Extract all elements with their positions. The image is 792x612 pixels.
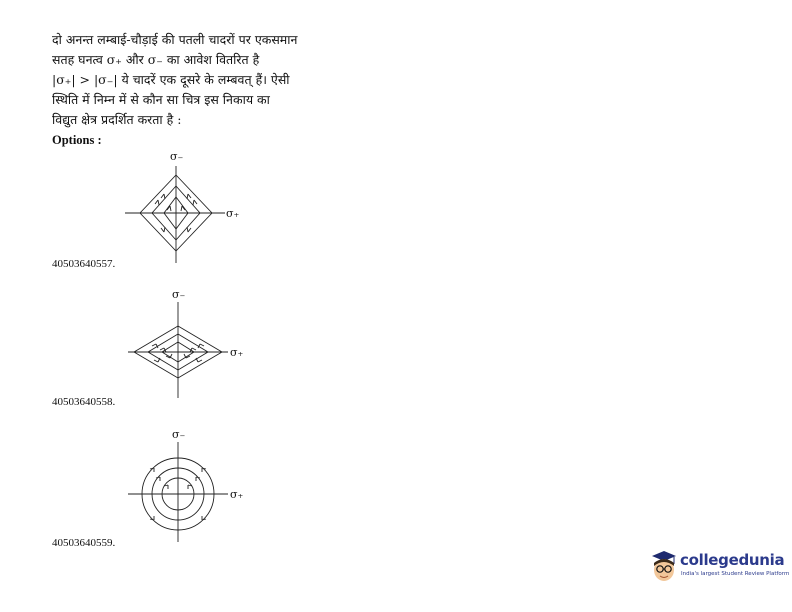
vertical-axis-label: σ₋ <box>170 150 184 163</box>
option-2-id[interactable]: 40503640558. <box>52 396 116 408</box>
question-line: |σ₊| > |σ₋| ये चादरें एक दूसरे के लम्बवत् हैं। ऐसी <box>52 72 290 87</box>
vertical-axis-label: σ₋ <box>172 428 186 441</box>
question-line: सतह घनत्व σ₊ और σ₋ का आवेश वितरित है <box>52 52 260 67</box>
horizontal-axis-label: σ₊ <box>230 346 244 359</box>
collegedunia-logo[interactable] <box>648 548 788 588</box>
option-1-figure[interactable] <box>120 148 260 266</box>
option-3-figure[interactable] <box>120 425 260 543</box>
question-line: विद्युत क्षेत्र प्रदर्शित करता है : <box>52 112 182 127</box>
question-text <box>52 30 300 130</box>
horizontal-axis-label: σ₊ <box>230 488 244 501</box>
question-line: स्थिति में निम्न में से कौन सा चित्र इस निकाय का <box>52 92 270 107</box>
options-label: Options : <box>52 133 102 147</box>
vertical-axis-label: σ₋ <box>172 288 186 301</box>
brand-tagline: India's largest Student Review Platform <box>681 571 790 577</box>
option-1-id[interactable]: 40503640557. <box>52 258 116 270</box>
option-3-id[interactable]: 40503640559. <box>52 537 116 549</box>
horizontal-axis-label: σ₊ <box>226 207 240 220</box>
brand-name: collegedunia <box>680 551 785 569</box>
question-line: दो अनन्त लम्बाई-चौड़ाई की पतली चादरों पर एकसमान <box>52 32 298 47</box>
student-face-icon <box>648 548 680 584</box>
option-2-figure[interactable] <box>120 286 260 404</box>
